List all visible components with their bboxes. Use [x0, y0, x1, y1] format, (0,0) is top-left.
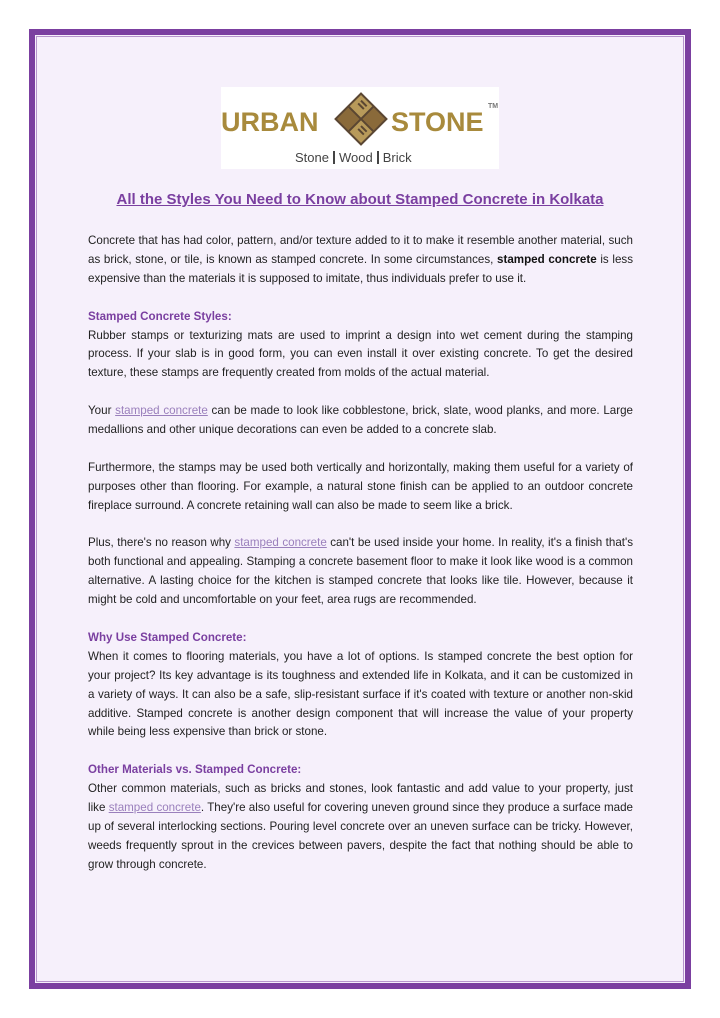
- page-title: All the Styles You Need to Know about Stamped Concrete in Kolkata: [116, 191, 604, 208]
- trademark-mark: TM: [488, 103, 499, 110]
- logo-word-stone: STONE: [391, 107, 484, 137]
- urban-stone-logo: [221, 87, 499, 169]
- logo-word-urban: URBAN: [221, 107, 319, 137]
- intro-text: Concrete that has had color, pattern, and/or texture added to it to make it resemble another material, such as brick, stone, or tile, is known as stamped concrete. In some circumstances,: [88, 234, 633, 266]
- tagline-wood: Wood: [338, 150, 373, 165]
- section-heading-why: Why Use Stamped Concrete:: [88, 630, 247, 644]
- logo-tagline: [295, 150, 412, 165]
- section-why-text: When it comes to flooring materials, you have a lot of options. Is stamped concrete the best option for your project? Its key advantage is its toughness and extended life in Kolkata, and it can be customized in a variety of ways. It can also be a safe, slip-resistant surface if it's coated with texture or another non-skid additive. Stamped concrete is another design component that will increase the value of your property while being less expensive than brick or stone.: [88, 649, 633, 739]
- section-heading-styles: Stamped Concrete Styles:: [88, 309, 232, 323]
- intro-text-end: is less expensive than the materials it is supposed to imitate, thus individuals prefer to use it.: [88, 252, 634, 285]
- section-other-materials: [88, 761, 633, 874]
- other-text-end: . They're also useful for covering uneven ground since they produce a surface made up of several interlocking sections. Pouring level concrete over an uneven surface can be tricky. However, weeds frequently sprout in the crevices between pavers, despite the fact that nothing should be able to grow through concrete.: [88, 801, 633, 871]
- tagline-divider: [377, 151, 379, 164]
- tagline-stone: Stone: [295, 150, 329, 165]
- indoor-text: Plus, there's no reason why: [88, 536, 235, 550]
- stone-mosaic-logo-icon: [330, 88, 392, 150]
- looks-text-end: can be made to look like cobblestone, brick, slate, wood planks, and more. Large medallions and other unique decorations can even be added to a concrete slab.: [88, 404, 634, 437]
- section-why: [88, 629, 633, 742]
- section-styles: [88, 308, 633, 384]
- stamped-concrete-link[interactable]: stamped concrete: [115, 404, 208, 418]
- looks-text: Your: [88, 404, 116, 418]
- intro-paragraph: [88, 232, 633, 289]
- stamped-concrete-link[interactable]: stamped concrete: [234, 536, 327, 550]
- article-body: [88, 232, 633, 894]
- other-text: Other common materials, such as bricks and stones, look fantastic and add value to your property, just like: [88, 782, 633, 815]
- section-styles-text: Rubber stamps or texturizing mats are used to imprint a design into wet cement during the stamping process. If your slab is in good form, you can even install it over existing concrete. To get the desired texture, these stamps are frequently created from molds of the actual material.: [88, 328, 633, 380]
- paragraph-uses: Furthermore, the stamps may be used both vertically and horizontally, making them useful for a variety of purposes other than flooring. For example, a natural stone finish can be applied to an outdoor concrete fireplace surround. A concrete retaining wall can also be made to seem like a brick.: [88, 460, 633, 512]
- paragraph-indoor: [88, 534, 633, 610]
- section-heading-other: Other Materials vs. Stamped Concrete:: [88, 763, 302, 777]
- tagline-brick: Brick: [382, 150, 412, 165]
- paragraph-looks: [88, 402, 633, 440]
- stamped-concrete-link[interactable]: stamped concrete: [108, 801, 201, 815]
- indoor-text-end: can't be used inside your home. In reality, it's a finish that's both functional and appealing. Stamping a concrete basement floor to make it look like wood is a common alternative. A lasting choice for the kitchen is stamped concrete that looks like tile. However, because it might be cold and uncomfortable on your feet, area rugs are recommended.: [88, 536, 634, 607]
- tagline-divider: [333, 151, 335, 164]
- intro-bold-term: stamped concrete: [497, 252, 597, 266]
